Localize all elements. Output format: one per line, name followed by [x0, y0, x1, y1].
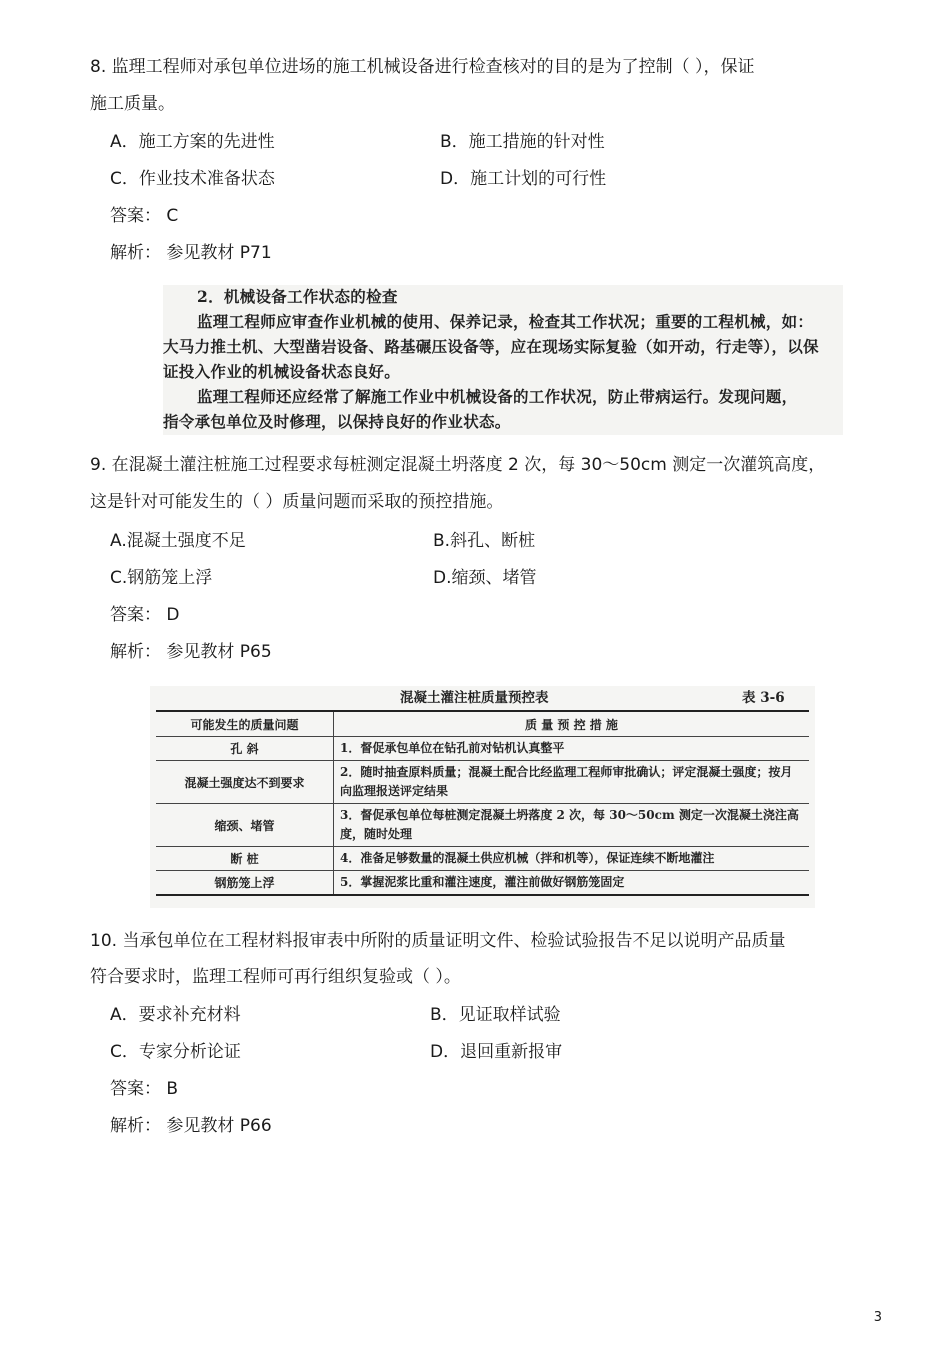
table-cell-measure: 3．督促承包单位每桩测定混凝土坍落度 2 次，每 30～50cm 测定一次混凝土浇注高度，随时处理: [334, 804, 810, 847]
q9-option-c: C.钢筋笼上浮: [110, 568, 213, 588]
table-cell-issue: 缩颈、堵管: [156, 804, 334, 847]
excerpt-line: 大马力推土机、大型凿岩设备、路基碾压设备等，应在现场实际复验（如开动，行走等），以保: [163, 337, 819, 356]
excerpt-heading: 2．机械设备工作状态的检查: [197, 287, 398, 306]
table-title: 混凝土灌注桩质量预控表: [400, 690, 549, 706]
table-cell-measure: 1．督促承包单位在钻孔前对钻机认真整平: [334, 737, 810, 761]
table-header-issue: 可能发生的质量问题: [156, 711, 334, 737]
q8-option-c: C．作业技术准备状态: [110, 169, 275, 189]
q10-stem-line1: 10. 当承包单位在工程材料报审表中所附的质量证明文件、检验试验报告不足以说明产品质量: [90, 931, 786, 951]
excerpt-line: 监理工程师应审查作业机械的使用、保养记录，检查其工作状况；重要的工程机械，如：: [197, 312, 814, 331]
q9-option-d: D.缩颈、堵管: [433, 568, 537, 588]
q10-option-a: A．要求补充材料: [110, 1005, 241, 1025]
q8-option-a: A．施工方案的先进性: [110, 132, 275, 152]
table-cell-measure: 2．随时抽查原料质量；混凝土配合比经监理工程师审批确认；评定混凝土强度；按月向监理报送评定结果: [334, 761, 810, 804]
q9-stem-line1: 9. 在混凝土灌注桩施工过程要求每桩测定混凝土坍落度 2 次，每 30～50cm 测定一次灌筑高度，: [90, 455, 826, 475]
table-row: [156, 804, 809, 847]
table-cell-issue: 钢筋笼上浮: [156, 871, 334, 896]
q8-option-d: D．施工计划的可行性: [440, 169, 607, 189]
q9-answer: 答案： D: [110, 605, 180, 625]
q10-option-d: D．退回重新报审: [430, 1042, 563, 1062]
q8-stem-line1: 8. 监理工程师对承包单位进场的施工机械设备进行检查核对的目的是为了控制（ ），保证: [90, 57, 755, 77]
table-row: [156, 737, 809, 761]
table-cell-measure: 4．准备足够数量的混凝土供应机械（拌和机等），保证连续不断地灌注: [334, 847, 810, 871]
table-header-measure: 质 量 预 控 措 施: [334, 711, 810, 737]
textbook-excerpt-q8: [163, 285, 843, 435]
q10-answer: 答案： B: [110, 1079, 179, 1099]
q10-option-b: B．见证取样试验: [430, 1005, 561, 1025]
q10-stem-line2: 符合要求时，监理工程师可再行组织复验或（ ）。: [90, 967, 461, 987]
table-cell-measure: 5．掌握泥浆比重和灌注速度，灌注前做好钢筋笼固定: [334, 871, 810, 896]
table-number: 表 3-6: [742, 690, 785, 706]
page-number: 3: [873, 1310, 882, 1325]
excerpt-line: 指令承包单位及时修理，以保持良好的作业状态。: [163, 412, 511, 431]
q9-stem-line2: 这是针对可能发生的（ ）质量问题而采取的预控措施。: [90, 492, 504, 512]
quality-control-table-scan: [150, 686, 815, 908]
q9-option-a: A.混凝土强度不足: [110, 531, 246, 551]
q10-option-c: C．专家分析论证: [110, 1042, 241, 1062]
q8-option-b: B．施工措施的针对性: [440, 132, 605, 152]
q8-analysis: 解析： 参见教材 P71: [110, 243, 272, 263]
table-cell-issue: 混凝土强度达不到要求: [156, 761, 334, 804]
q8-stem-line2: 施工质量。: [90, 94, 175, 114]
quality-control-table: [156, 710, 809, 896]
table-cell-issue: 孔 斜: [156, 737, 334, 761]
q10-analysis: 解析： 参见教材 P66: [110, 1116, 272, 1136]
table-cell-issue: 断 桩: [156, 847, 334, 871]
q8-answer: 答案： C: [110, 206, 179, 226]
excerpt-line: 监理工程师还应经常了解施工作业中机械设备的工作状况，防止带病运行。发现问题，: [197, 387, 798, 406]
q9-option-b: B.斜孔、断桩: [433, 531, 536, 551]
table-row: [156, 871, 809, 896]
excerpt-line: 证投入作业的机械设备状态良好。: [163, 362, 401, 381]
q9-analysis: 解析： 参见教材 P65: [110, 642, 272, 662]
table-row: [156, 847, 809, 871]
table-row: [156, 761, 809, 804]
